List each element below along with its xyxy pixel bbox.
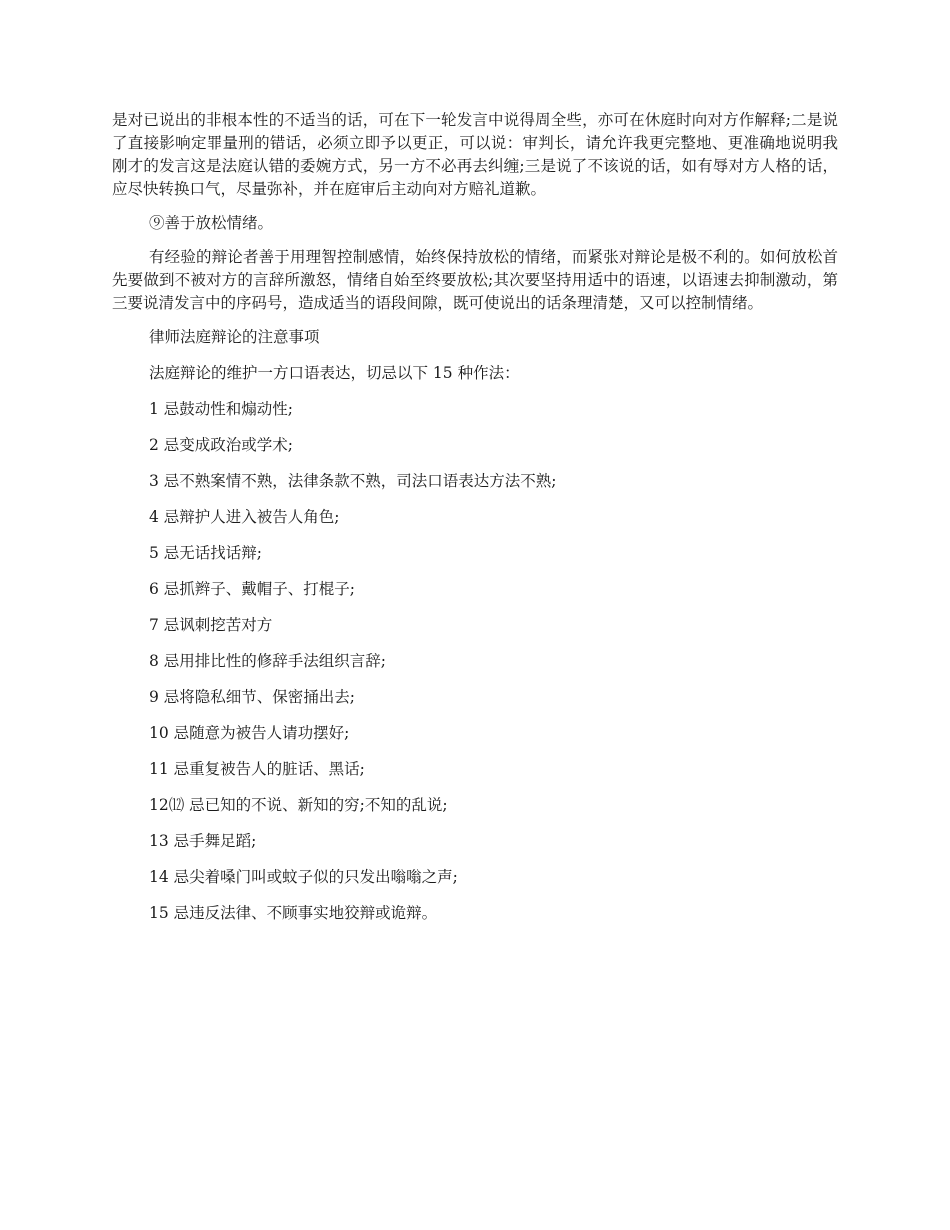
list-item: 14 忌尖着嗓门叫或蚊子似的只发出嗡嗡之声; [149, 868, 458, 886]
document-body [112, 109, 838, 938]
list-item: 9 忌将隐私细节、保密捅出去; [149, 688, 356, 706]
list-item: 5 忌无话找话辩; [149, 544, 263, 562]
list-item: 3 忌不熟案情不熟，法律条款不熟，司法口语表达方法不熟; [149, 472, 557, 490]
intro-paragraph: 是对已说出的非根本性的不适当的话，可在下一轮发言中说得周全些，亦可在休庭时向对方作解释;二是说了直接影响定罪量刑的错话，必须立即予以更正，可以说：审判长，请允许我更完整地、更准确地说明我刚才的发言这是法庭认错的委婉方式，另一方不必再去纠缠;三是说了不该说的话，如有辱对方人格的话，应尽快转换口气，尽量弥补，并在庭审后主动向对方赔礼道歉。 [112, 111, 838, 198]
list-item: 6 忌抓辫子、戴帽子、打棍子; [149, 580, 356, 598]
list-item: 15 忌违反法律、不顾事实地狡辩或诡辩。 [149, 904, 438, 922]
section-intro: 法庭辩论的维护一方口语表达，切忌以下 15 种作法： [149, 364, 520, 382]
point-nine-body: 有经验的辩论者善于用理智控制感情，始终保持放松的情绪，而紧张对辩论是极不利的。如何放松首先要做到不被对方的言辞所激怒，情绪自始至终要放松;其次要坚持用适中的语速，以语速去抑制激动，第三要说清发言中的序码号，造成适当的语段间隙，既可使说出的话条理清楚，又可以控制情绪。 [112, 248, 838, 312]
point-nine-title: ⑨善于放松情绪。 [149, 214, 274, 232]
prohibition-list [112, 398, 838, 938]
list-item: 13 忌手舞足蹈; [149, 832, 257, 850]
list-item: 11 忌重复被告人的脏话、黑话; [149, 760, 365, 778]
list-item: 10 忌随意为被告人请功摆好; [149, 724, 350, 742]
list-item: 1 忌鼓动性和煽动性; [149, 400, 294, 418]
list-item: 8 忌用排比性的修辞手法组织言辞; [149, 652, 387, 670]
list-item: 2 忌变成政治或学术; [149, 436, 294, 454]
list-item: 4 忌辩护人进入被告人角色; [149, 508, 340, 526]
list-item: 12⑿ 忌已知的不说、新知的穷;不知的乱说; [149, 796, 448, 814]
list-item: 7 忌讽刺挖苦对方 [149, 616, 273, 634]
section-title: 律师法庭辩论的注意事项 [149, 328, 320, 346]
